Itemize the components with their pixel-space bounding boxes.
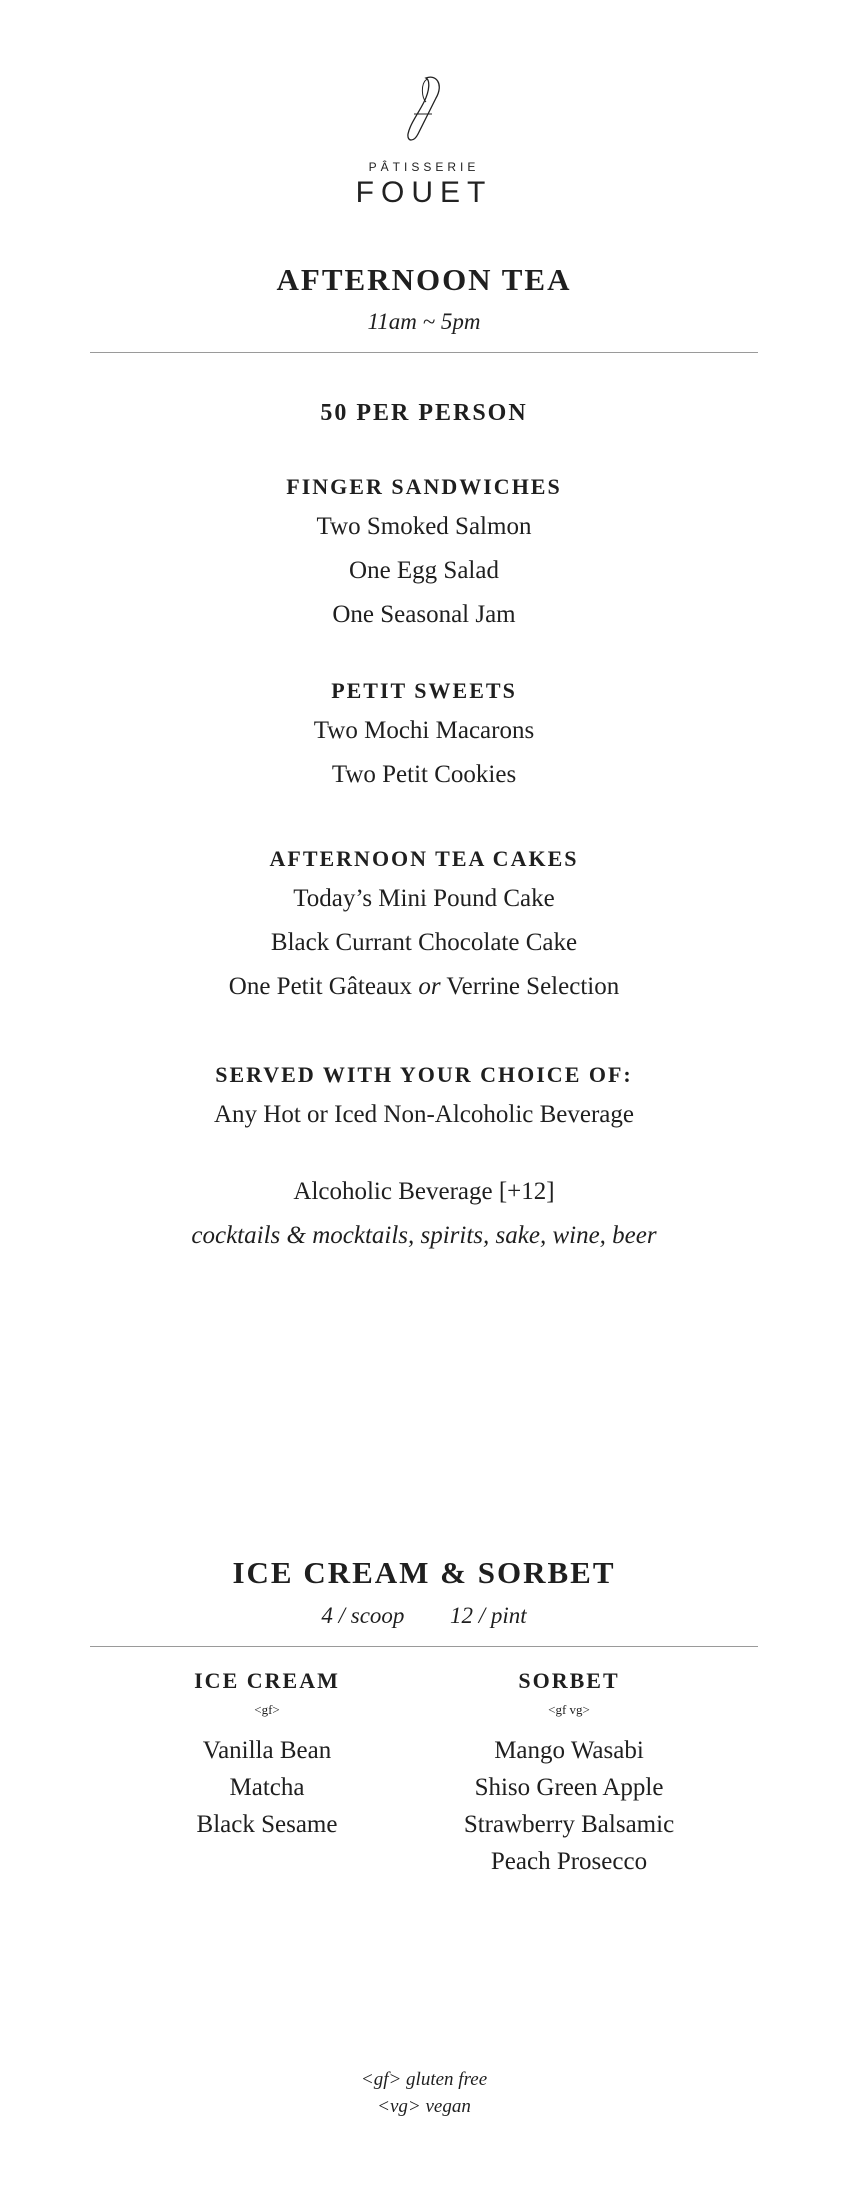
list-item: Matcha bbox=[229, 1774, 305, 1801]
finger-sandwiches-heading: FINGER SANDWICHES bbox=[286, 474, 562, 499]
divider bbox=[90, 1646, 758, 1647]
menu-item: One Egg Salad bbox=[349, 557, 499, 584]
list-item: Mango Wasabi bbox=[494, 1737, 644, 1764]
selection-or: or bbox=[418, 973, 441, 1000]
list-item: Peach Prosecco bbox=[490, 1848, 648, 1875]
menu-item: Two Mochi Macarons bbox=[313, 717, 535, 744]
afternoon-tea-hours: 11am ~ 5pm bbox=[367, 309, 481, 334]
menu-item-selection bbox=[0, 973, 848, 1001]
selection-suffix: Verrine Selection bbox=[446, 973, 620, 1000]
legend-vg: <vg> vegan bbox=[377, 2096, 471, 2117]
menu-item: Black Currant Chocolate Cake bbox=[270, 929, 578, 956]
ice-cream-column bbox=[150, 1668, 384, 1843]
sorbet-tag: <gf vg> bbox=[548, 1702, 590, 1717]
ice-cream-tag: <gf> bbox=[254, 1702, 280, 1717]
menu-item: Two Smoked Salmon bbox=[316, 513, 532, 540]
menu-item: One Seasonal Jam bbox=[332, 601, 516, 628]
ice-cream-prices bbox=[0, 1603, 848, 1629]
price-pint: 12 / pint bbox=[449, 1603, 527, 1628]
menu-item: Today’s Mini Pound Cake bbox=[293, 885, 555, 912]
beverage-option: Any Hot or Iced Non-Alcoholic Beverage bbox=[214, 1101, 634, 1128]
served-with-heading: SERVED WITH YOUR CHOICE OF: bbox=[215, 1062, 633, 1087]
selection-prefix: One Petit Gâteaux bbox=[228, 973, 413, 1000]
list-item: Strawberry Balsamic bbox=[463, 1811, 675, 1838]
price-scoop: 4 / scoop bbox=[321, 1603, 405, 1628]
brand-name: FOUET bbox=[355, 176, 493, 209]
brand-subtitle: PÂTISSERIE bbox=[368, 160, 480, 174]
divider bbox=[90, 352, 758, 353]
menu-item: Two Petit Cookies bbox=[331, 761, 517, 788]
price-per-person: 50 PER PERSON bbox=[320, 400, 528, 426]
alcoholic-note: cocktails & mocktails, spirits, sake, wine, beer bbox=[191, 1222, 657, 1249]
list-item: Vanilla Bean bbox=[202, 1737, 332, 1764]
ice-cream-sorbet-title: ICE CREAM & SORBET bbox=[232, 1555, 616, 1590]
tea-cakes-heading: AFTERNOON TEA CAKES bbox=[269, 846, 579, 871]
list-item: Black Sesame bbox=[196, 1811, 338, 1838]
legend-gf: <gf> gluten free bbox=[360, 2069, 488, 2090]
whisk-icon bbox=[374, 72, 474, 152]
sorbet-column bbox=[434, 1668, 704, 1880]
alcoholic-option: Alcoholic Beverage [+12] bbox=[293, 1178, 555, 1205]
sorbet-heading: SORBET bbox=[518, 1668, 620, 1693]
afternoon-tea-title: AFTERNOON TEA bbox=[276, 262, 572, 297]
petit-sweets-heading: PETIT SWEETS bbox=[331, 678, 517, 703]
dietary-legend bbox=[0, 2066, 848, 2120]
ice-cream-heading: ICE CREAM bbox=[194, 1668, 340, 1693]
list-item: Shiso Green Apple bbox=[474, 1774, 664, 1801]
